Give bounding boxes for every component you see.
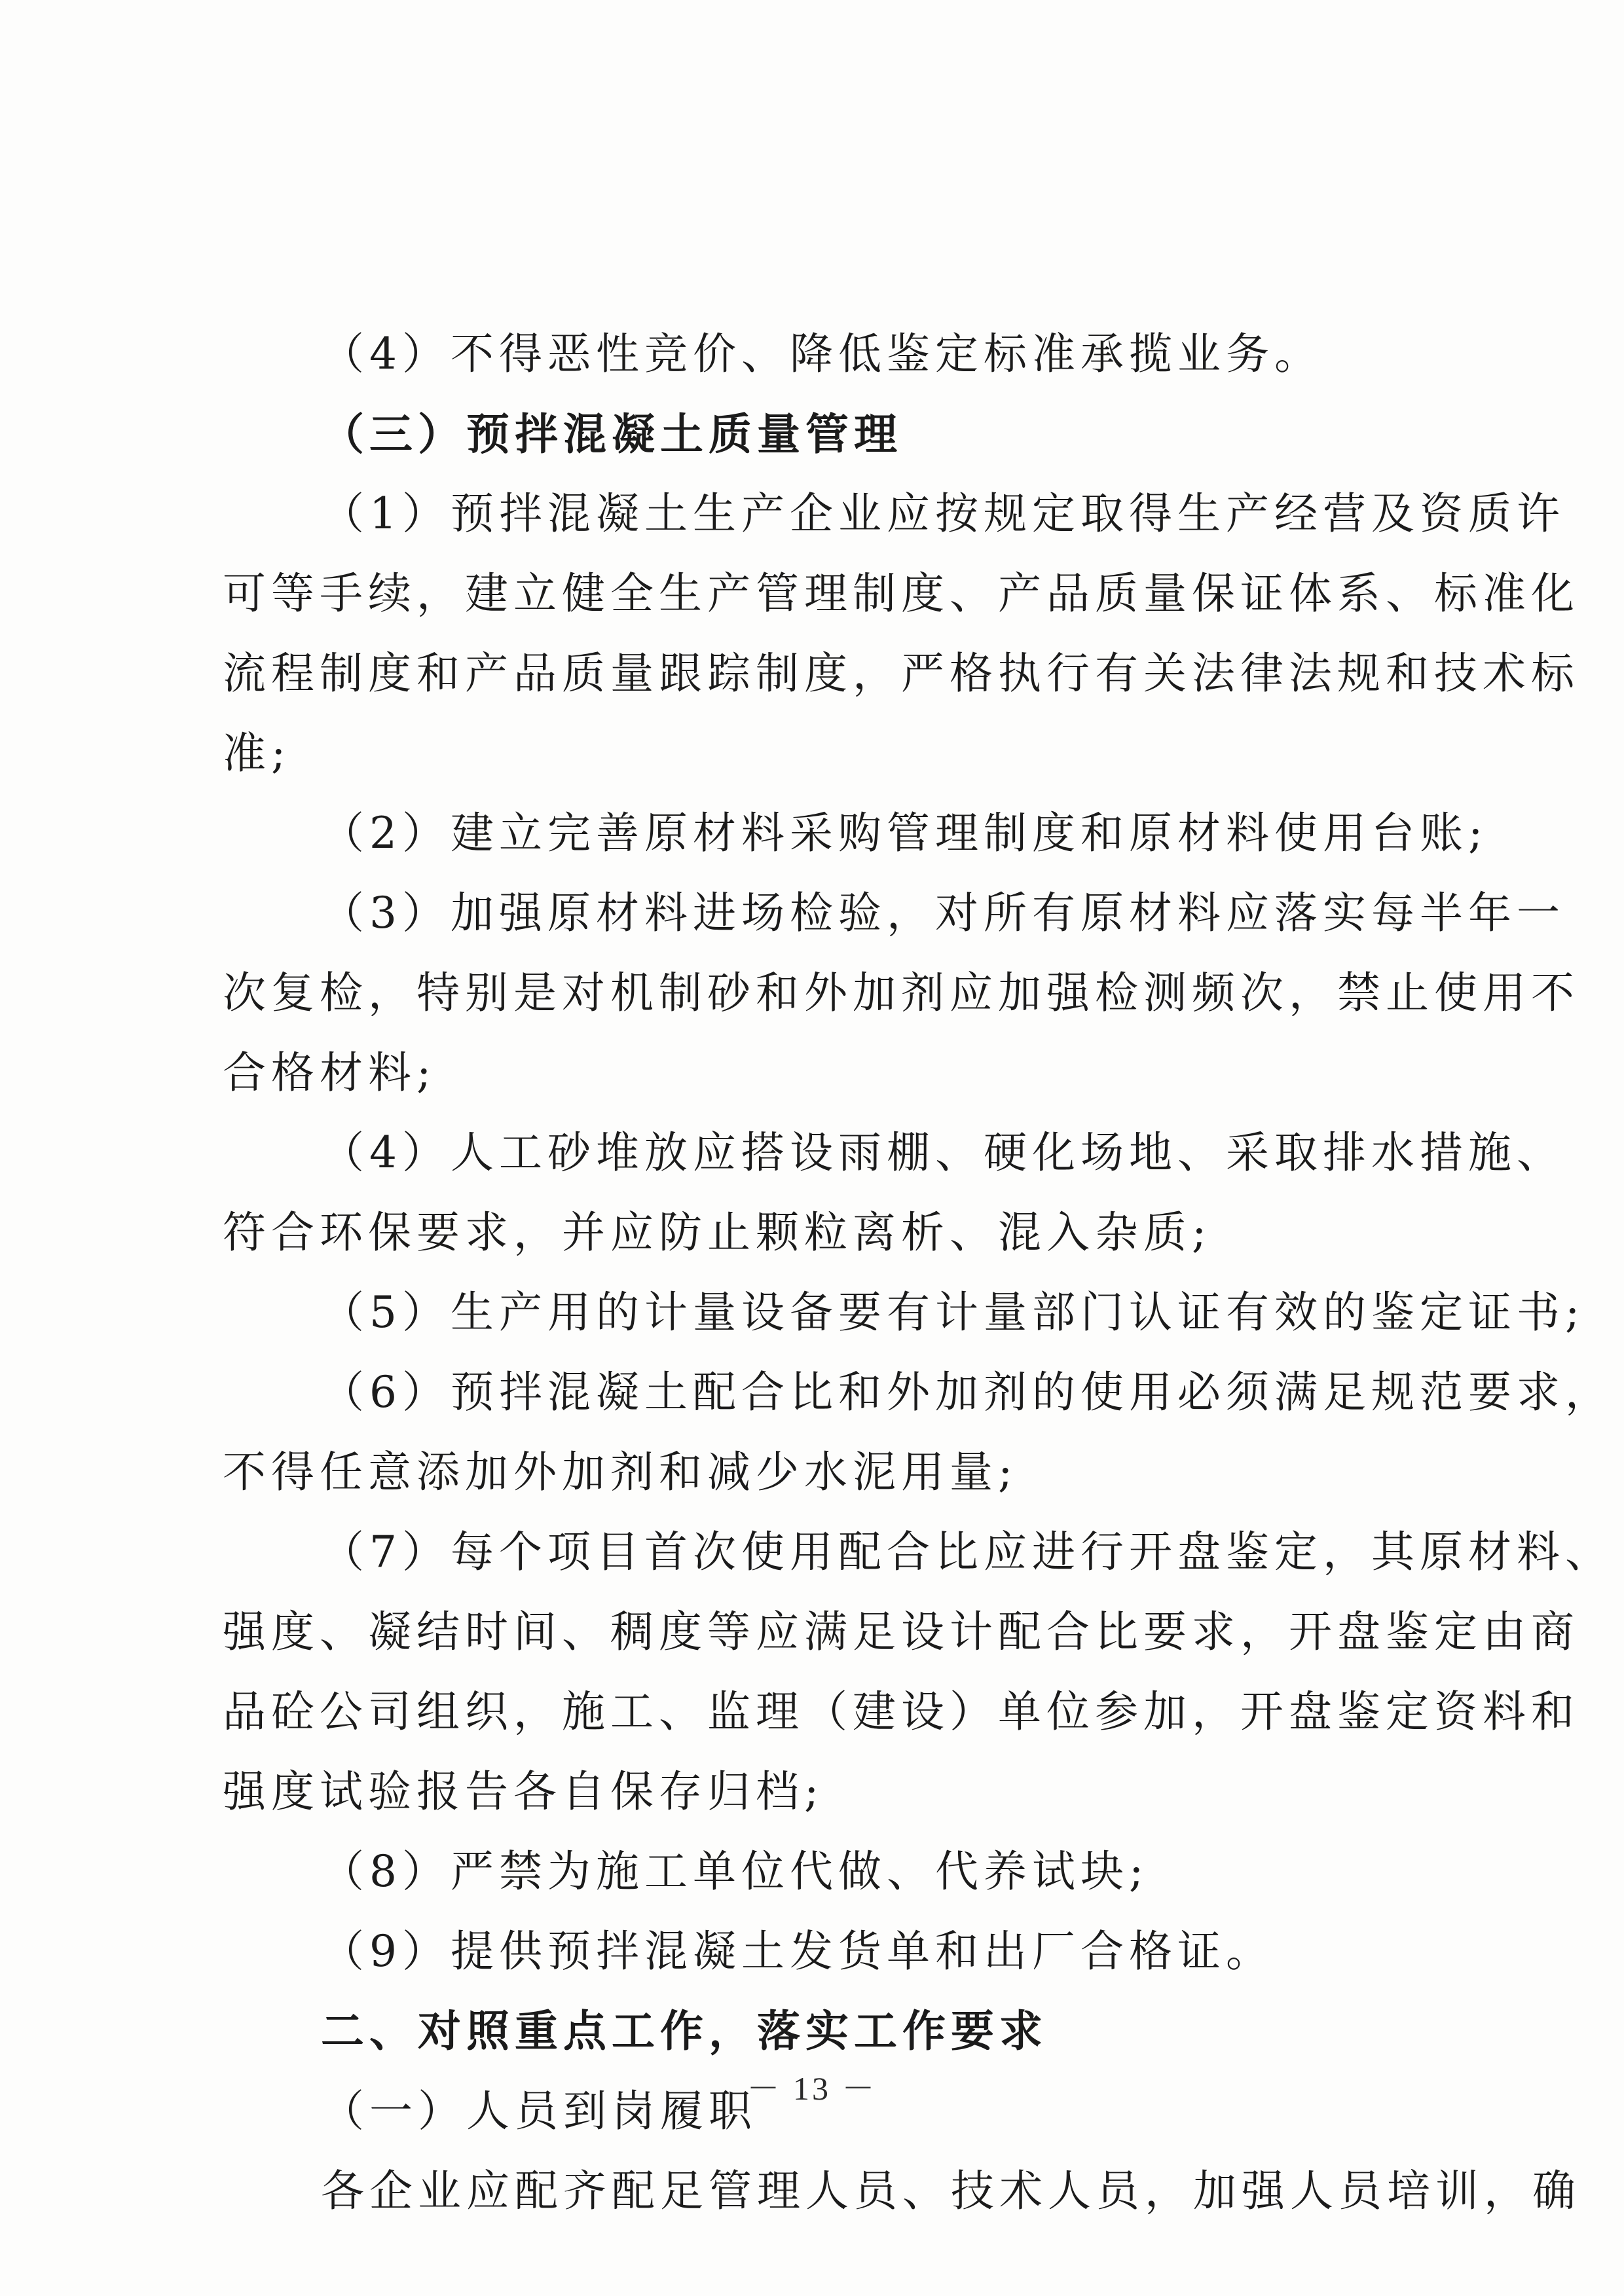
paragraph-line: （8）严禁为施工单位代做、代养试块; [321,1846,1149,1897]
paragraph-line: 准; [223,728,291,778]
paragraph-line: 各企业应配齐配足管理人员、技术人员，加强人员培训，确 [321,2166,1581,2216]
paragraph-line: 符合环保要求，并应防止颗粒离析、混入杂质; [223,1207,1212,1258]
paragraph-line: （9）提供预拌混凝土发货单和出厂合格证。 [321,1926,1274,1977]
paragraph-line: （7）每个项目首次使用配合比应进行开盘鉴定，其原材料、 [321,1527,1614,1577]
paragraph-line: 强度试验报告各自保存归档; [223,1766,824,1817]
paragraph-line: 流程制度和产品质量跟踪制度，严格执行有关法律法规和技术标 [223,648,1579,699]
paragraph-line: （1）预拌混凝土生产企业应按规定取得生产经营及资质许 [321,488,1565,539]
paragraph-line: 合格材料; [223,1048,437,1098]
paragraph-line: （4）不得恶性竞价、降低鉴定标准承揽业务。 [321,329,1323,379]
subsection-heading: （一）人员到岗履职 [321,2086,757,2136]
paragraph-line: 强度、凝结时间、稠度等应满足设计配合比要求，开盘鉴定由商 [223,1607,1579,1657]
section-heading-3: （三）预拌混凝土质量管理 [321,409,902,460]
paragraph-line: （6）预拌混凝土配合比和外加剂的使用必须满足规范要求， [321,1367,1614,1417]
paragraph-line: 品砼公司组织，施工、监理（建设）单位参加，开盘鉴定资料和 [223,1686,1579,1737]
paragraph-line: （5）生产用的计量设备要有计量部门认证有效的鉴定证书; [321,1287,1585,1338]
paragraph-line: （4）人工砂堆放应搭设雨棚、硬化场地、采取排水措施、 [321,1127,1565,1178]
paragraph-line: 次复检，特别是对机制砂和外加剂应加强检测频次，禁止使用不 [223,968,1579,1018]
paragraph-line: 可等手续，建立健全生产管理制度、产品质量保证体系、标准化 [223,568,1579,619]
body-text [223,314,1614,2231]
section-heading-2: 二、对照重点工作，落实工作要求 [321,2006,1048,2056]
paragraph-line: （2）建立完善原材料采购管理制度和原材料使用台账; [321,808,1488,858]
page-number: － 13 － [747,2070,877,2107]
paragraph-line: 不得任意添加外加剂和减少水泥用量; [223,1447,1018,1497]
paragraph-line: （3）加强原材料进场检验，对所有原材料应落实每半年一 [321,888,1565,938]
